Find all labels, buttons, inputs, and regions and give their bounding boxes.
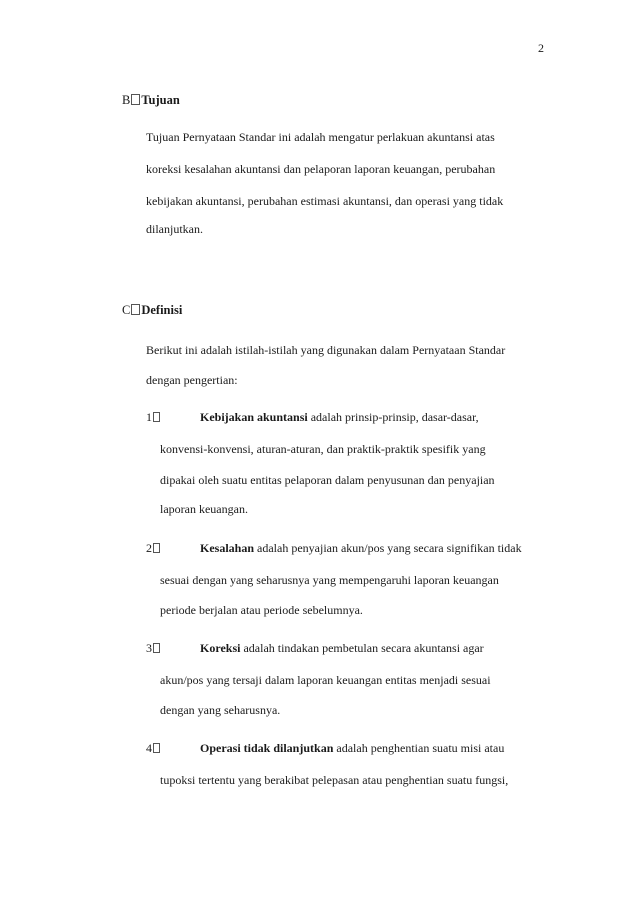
item-number xyxy=(146,741,160,756)
definition-text: adalah prinsip-prinsip, dasar-dasar, xyxy=(307,410,479,424)
item-first-line xyxy=(200,410,479,425)
definition-term: Operasi tidak dilanjutkan xyxy=(200,741,334,755)
section-b-heading xyxy=(122,93,180,108)
item-number-text: 2 xyxy=(146,541,152,555)
item-number xyxy=(146,641,160,656)
section-b-line: koreksi kesalahan akuntansi dan pelaporan laporan keuangan, perubahan xyxy=(146,162,496,176)
section-c-intro-line: Berikut ini adalah istilah-istilah yang digunakan dalam Pernyataan Standar xyxy=(146,343,506,357)
missing-glyph-icon xyxy=(153,543,160,553)
item-number xyxy=(146,541,160,556)
item-first-line xyxy=(200,641,484,656)
missing-glyph-icon xyxy=(153,412,160,422)
item-first-line xyxy=(200,741,504,756)
item-number-text: 3 xyxy=(146,641,152,655)
item-line: dipakai oleh suatu entitas pelaporan dalam penyusunan dan penyajian xyxy=(160,473,495,487)
definition-term: Koreksi xyxy=(200,641,241,655)
missing-glyph-icon xyxy=(153,743,160,753)
item-line: periode berjalan atau periode sebelumnya. xyxy=(160,603,363,617)
item-line: tupoksi tertentu yang berakibat pelepasan atau penghentian suatu fungsi, xyxy=(160,773,509,787)
definition-text: adalah penyajian akun/pos yang secara signifikan tidak xyxy=(254,541,522,555)
item-first-line xyxy=(200,541,522,556)
item-number-text: 4 xyxy=(146,741,152,755)
page-number: 2 xyxy=(538,41,544,55)
section-b-title: Tujuan xyxy=(141,93,180,107)
definition-text: adalah tindakan pembetulan secara akuntansi agar xyxy=(240,641,484,655)
item-line: konvensi-konvensi, aturan-aturan, dan praktik-praktik spesifik yang xyxy=(160,442,486,456)
item-number-text: 1 xyxy=(146,410,152,424)
item-number xyxy=(146,410,160,425)
section-b-line: Tujuan Pernyataan Standar ini adalah mengatur perlakuan akuntansi atas xyxy=(146,130,495,144)
section-c-title: Definisi xyxy=(141,303,183,317)
missing-glyph-icon xyxy=(131,94,140,105)
definition-term: Kebijakan akuntansi xyxy=(200,410,308,424)
item-line: laporan keuangan. xyxy=(160,502,248,516)
definition-text: adalah penghentian suatu misi atau xyxy=(333,741,505,755)
missing-glyph-icon xyxy=(153,643,160,653)
item-line: akun/pos yang tersaji dalam laporan keuangan entitas menjadi sesuai xyxy=(160,673,491,687)
section-c-heading xyxy=(122,303,182,318)
item-line: dengan yang seharusnya. xyxy=(160,703,281,717)
section-c-letter: C xyxy=(122,303,131,317)
section-b-line: dilanjutkan. xyxy=(146,222,203,236)
missing-glyph-icon xyxy=(131,304,140,315)
section-b-line: kebijakan akuntansi, perubahan estimasi akuntansi, dan operasi yang tidak xyxy=(146,194,504,208)
definition-term: Kesalahan xyxy=(200,541,255,555)
item-line: sesuai dengan yang seharusnya yang mempengaruhi laporan keuangan xyxy=(160,573,499,587)
section-b-letter: B xyxy=(122,93,131,107)
section-c-intro-line: dengan pengertian: xyxy=(146,373,238,387)
